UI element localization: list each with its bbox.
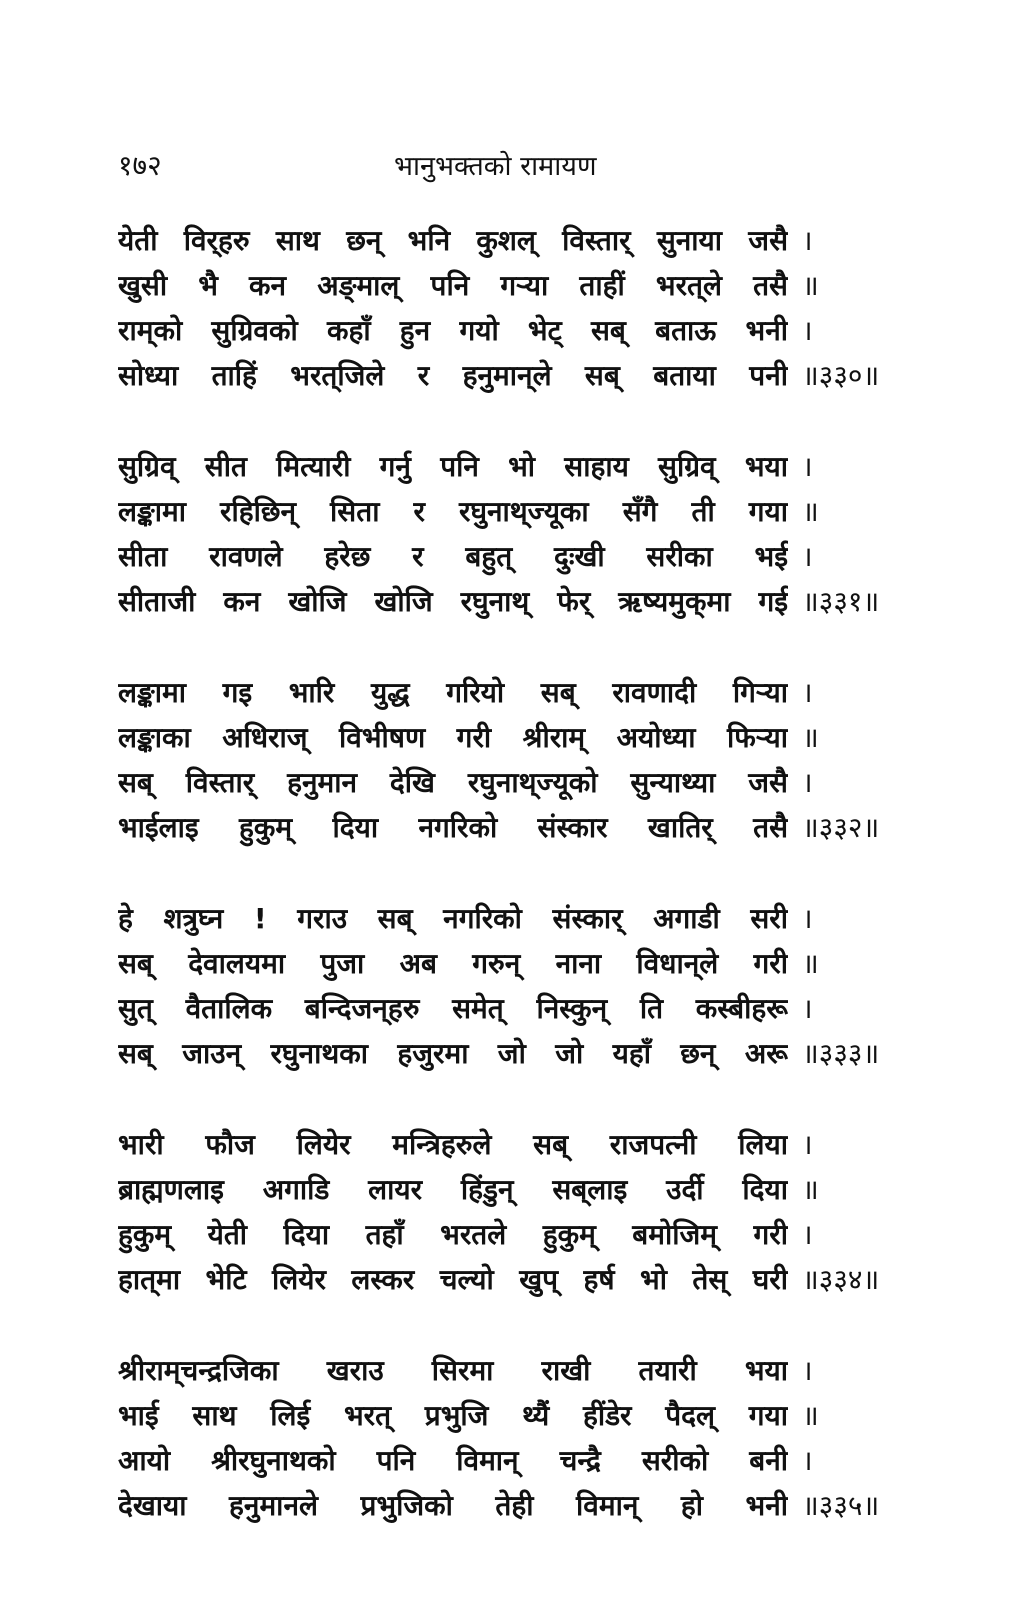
verse-line (118, 715, 898, 760)
page-header (118, 146, 918, 186)
verse-line-end: ॥ (802, 269, 819, 302)
verse-number: ॥३३३॥ (802, 1037, 880, 1070)
verse-line-end: ॥ (802, 495, 819, 528)
verse-line (118, 579, 898, 624)
verse-line (118, 1167, 898, 1212)
verse-line-end: । (802, 1444, 813, 1477)
verse-line-end: । (802, 314, 813, 347)
verse-line (118, 489, 898, 534)
verse-line-text: लङ्कामा गइ भारि युद्ध गरियो सब् रावणादी गिऱ्या (118, 676, 788, 709)
verse-line-end: । (802, 540, 813, 573)
verse-body (118, 218, 898, 1574)
verse-line-end: । (802, 224, 813, 257)
verse-line-end: ॥ (802, 1173, 819, 1206)
verse-line-text: लङ्कामा रहिछिन् सिता र रघुनाथ्‌ज्यूका सँगै ती गया (118, 495, 788, 528)
verse-line-end: । (802, 992, 813, 1025)
verse-line (118, 1393, 898, 1438)
verse-line (118, 1438, 898, 1483)
verse-line (118, 1348, 898, 1393)
verse-line (118, 1483, 898, 1528)
stanza-335 (118, 1348, 898, 1528)
verse-line-end: ॥ (802, 1399, 819, 1432)
verse-number: ॥३३०॥ (802, 359, 880, 392)
verse-line-text: भाईलाइ हुकुम् दिया नगरिको संस्कार खातिर् तसै (118, 811, 788, 844)
verse-line-text: सीता रावणले हरेछ र बहुत् दुःखी सरीका भई (118, 540, 788, 573)
verse-line-text: सुग्रिव् सीत मित्यारी गर्नु पनि भो साहाय सुग्रिव् भया (118, 450, 788, 483)
running-title: भानुभक्तको रामायण (394, 151, 597, 182)
verse-line (118, 534, 898, 579)
verse-line-text: खुसी भै कन अङ्‌माल् पनि गऱ्या ताहीं भरत्‌ले तसै (118, 269, 788, 302)
verse-line-end: । (802, 766, 813, 799)
verse-line-end: । (802, 1128, 813, 1161)
verse-line-end: ॥ (802, 947, 819, 980)
verse-line (118, 1031, 898, 1076)
verse-line-text: येती विर्‌हरु साथ छन् भनि कुशल् विस्तार् सुनाया जसै (118, 224, 788, 257)
verse-line-end: । (802, 676, 813, 709)
verse-number: ॥३३४॥ (802, 1263, 880, 1296)
page-number: १७२ (118, 149, 162, 182)
verse-line-end: । (802, 1218, 813, 1251)
verse-line-end: । (802, 902, 813, 935)
stanza-330 (118, 218, 898, 398)
verse-line-text: सब् विस्तार् हनुमान देखि रघुनाथ्‌ज्यूको सुन्याथ्या जसै (118, 766, 788, 799)
verse-line (118, 1122, 898, 1167)
verse-line (118, 670, 898, 715)
stanza-334 (118, 1122, 898, 1302)
verse-line-text: लङ्काका अधिराज् विभीषण गरी श्रीराम् अयोध्या फिऱ्या (118, 721, 788, 754)
verse-line-text: श्रीराम्‌चन्द्रजिका खराउ सिरमा राखी तयारी भया (118, 1354, 788, 1387)
verse-line-text: राम्‌को सुग्रिवको कहाँ हुन गयो भेट् सब् बताऊ भनी (118, 314, 788, 347)
verse-line-text: सुत् वैतालिक बन्दिजन्‌हरु समेत् निस्कुन् ति कस्बीहरू (118, 992, 788, 1025)
verse-line (118, 308, 898, 353)
verse-line (118, 1257, 898, 1302)
verse-line-text: सीताजी कन खोजि खोजि रघुनाथ् फेर् ऋष्यमुक्‌मा गई (118, 585, 788, 618)
verse-line-text: हुकुम् येती दिया तहाँ भरतले हुकुम् बमोजिम् गरी (118, 1218, 788, 1251)
verse-line (118, 805, 898, 850)
verse-number: ॥३३५॥ (802, 1489, 880, 1522)
verse-line (118, 1212, 898, 1257)
verse-line (118, 941, 898, 986)
verse-number: ॥३३२॥ (802, 811, 880, 844)
verse-line-text: ब्राह्मणलाइ अगाडि लायर हिंडुन् सब्‌लाइ उर्दी दिया (118, 1173, 788, 1206)
verse-line-text: सोध्या ताहिं भरत्‌जिले र हनुमान्‌ले सब् बताया पनी (118, 359, 788, 392)
verse-line-text: भाई साथ लिई भरत् प्रभुजि थ्यैं हींडेर पैदल् गया (118, 1399, 788, 1432)
verse-line-end: । (802, 450, 813, 483)
stanza-333 (118, 896, 898, 1076)
verse-line-end: ॥ (802, 721, 819, 754)
verse-line-text: भारी फौज लियेर मन्त्रिहरुले सब् राजपत्नी लिया (118, 1128, 788, 1161)
verse-line-text: हे शत्रुघ्न ! गराउ सब् नगरिको संस्कार् अगाडी सरी (118, 902, 788, 935)
stanza-331 (118, 444, 898, 624)
verse-line (118, 444, 898, 489)
verse-line (118, 986, 898, 1031)
stanza-332 (118, 670, 898, 850)
verse-line-text: आयो श्रीरघुनाथको पनि विमान् चन्द्रै सरीको बनी (118, 1444, 788, 1477)
verse-line-text: देखाया हनुमानले प्रभुजिको तेही विमान् हो भनी (118, 1489, 788, 1522)
verse-line-text: सब् जाउन् रघुनाथका हजुरमा जो जो यहाँ छन् अरू (118, 1037, 788, 1070)
verse-line (118, 896, 898, 941)
verse-line-end: । (802, 1354, 813, 1387)
verse-line-text: हात्‌मा भेटि लियेर लस्कर चल्यो खुप् हर्ष भो तेस् घरी (118, 1263, 788, 1296)
verse-line (118, 760, 898, 805)
verse-line (118, 353, 898, 398)
verse-line (118, 263, 898, 308)
verse-number: ॥३३१॥ (802, 585, 880, 618)
verse-line (118, 218, 898, 263)
verse-line-text: सब् देवालयमा पुजा अब गरुन् नाना विधान्‌ले गरी (118, 947, 788, 980)
